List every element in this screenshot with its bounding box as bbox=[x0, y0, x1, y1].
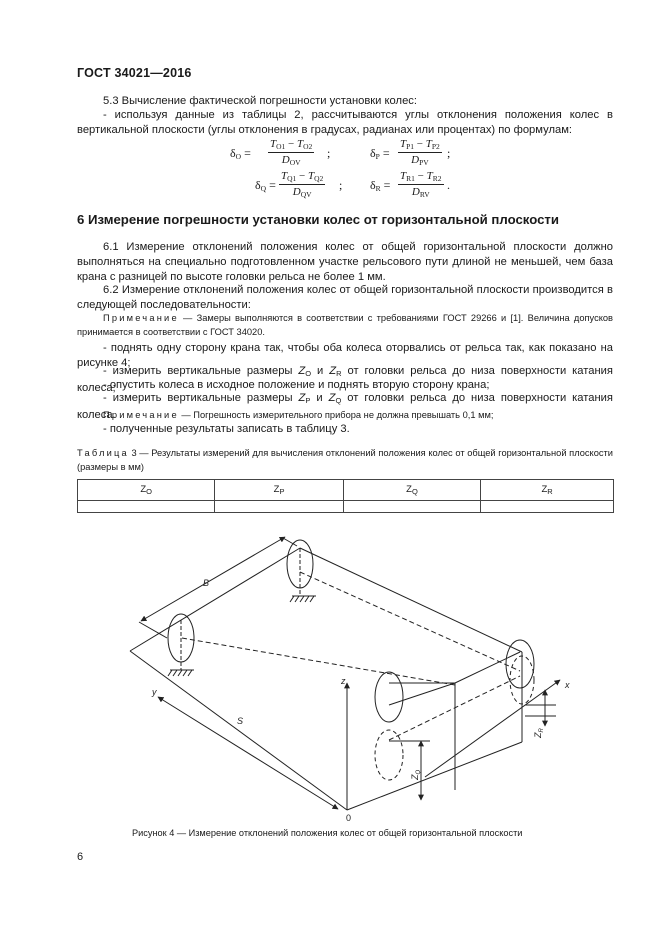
label-origin: 0 bbox=[346, 813, 352, 823]
formula-delta-p-end: ; bbox=[447, 146, 451, 160]
rear-axle-line bbox=[130, 548, 300, 651]
formula-delta-o-end: ; bbox=[327, 146, 331, 160]
section-5-3-text: - используя данные из таблицы 2, рассчитываются углы отклонения положения колес в вертикальной плоскости (углы отклонения в градусах, радианах или процентах) по формулам: bbox=[77, 109, 613, 136]
page-number: 6 bbox=[77, 851, 84, 863]
dimension-s bbox=[158, 697, 338, 809]
table-3-label: Таблица bbox=[77, 448, 129, 458]
label-y: y bbox=[152, 687, 157, 697]
label-z: z bbox=[341, 676, 346, 686]
formula-delta-p: $\delta_P$ = bbox=[370, 146, 390, 161]
formula-delta-o: $\delta_O$ = bbox=[230, 146, 251, 161]
formula-delta-p-fraction: $T_{P1} - T_{P2}$ $D_{PV}$ bbox=[400, 138, 440, 167]
label-s: S bbox=[237, 716, 244, 726]
label-zr: $Z_R$ bbox=[533, 728, 545, 738]
wheel-original-left bbox=[375, 730, 403, 780]
bullet-lower-wheels: - опустить колеса в исходное положение и поднять вторую сторону крана; bbox=[103, 379, 490, 391]
section-5-3-title: 5.3 Вычисление фактической погрешности установки колес: bbox=[103, 95, 417, 107]
formula-delta-o-fraction: $T_{O1} - T_{O2}$ $D_{OV}$ bbox=[270, 138, 313, 167]
table-header-zr: $Z_R$ bbox=[481, 480, 614, 501]
formula-delta-q-fraction: $T_{Q1} - T_{Q2}$ $D_{QV}$ bbox=[281, 170, 324, 199]
table-header-zp: $Z_P$ bbox=[215, 480, 343, 501]
paragraph-6-2: 6.2 Измерение отклонений положения колес от общей горизонтальной плоскости производится в следующей последовательности: bbox=[77, 284, 613, 311]
note-1-text: — Замеры выполняются в соответствии с требованиями ГОСТ 29266 и [1]. Величина допусков принимается в соответствии с ГОСТ 34020. bbox=[77, 313, 613, 337]
formula-delta-q-end: ; bbox=[339, 178, 343, 192]
document-header: ГОСТ 34021—2016 bbox=[77, 66, 192, 80]
label-x: x bbox=[565, 680, 570, 690]
label-b: B bbox=[203, 578, 210, 588]
formula-delta-r-end: . bbox=[447, 178, 450, 192]
front-rail-line bbox=[347, 742, 522, 810]
label-zq: $Z_Q$ bbox=[410, 769, 422, 780]
formula-delta-q: $\delta_Q$ = bbox=[255, 178, 276, 193]
bullet-measure-zo-zr: - измерить вертикальные размеры $Z_O$ и $Z_R$ от головки рельса до низа поверхности катания колеса; bbox=[77, 365, 613, 394]
formula-delta-r: $\delta_R$ = bbox=[370, 178, 391, 193]
wheel-raised-left bbox=[375, 672, 403, 722]
left-rail-line bbox=[130, 651, 347, 810]
section-6-heading: 6 Измерение погрешности установки колес от горизонтальной плоскости bbox=[77, 212, 559, 227]
upper-rail-line bbox=[300, 548, 522, 652]
table-header-zo: $Z_O$ bbox=[78, 480, 215, 501]
paragraph-6-1: 6.1 Измерение отклонений положения колес от общей горизонтальной плоскости должно выполняться на специально подготовленном участке рельсового пути длиной не меньшей, чем база крана с разницей по высоте головки рельса не более 1 мм. bbox=[77, 241, 613, 283]
table-header-zq: $Z_Q$ bbox=[343, 480, 480, 501]
bullet-measure-zp-zq: - измерить вертикальные размеры $Z_P$ и $Z_Q$ от головки рельса до низа поверхности катания колеса. bbox=[77, 392, 613, 421]
note-2-label: Примечание bbox=[103, 410, 179, 420]
dimension-b bbox=[141, 537, 285, 621]
note-2-text: — Погрешность измерительного прибора не должна превышать 0,1 мм; bbox=[178, 410, 494, 420]
note-1-label: Примечание bbox=[103, 313, 179, 323]
bullet-record-results: - полученные результаты записать в таблицу 3. bbox=[103, 423, 350, 435]
bullet-lift-side: - поднять одну сторону крана так, чтобы оба колеса оторвались от рельса так, как показано на рисунке 4; bbox=[77, 342, 613, 369]
table-3-caption-text: 3 — Результаты измерений для вычисления отклонений положения колес от общей горизонтальной плоскости (размеры в мм) bbox=[77, 448, 613, 472]
figure-4-caption: Рисунок 4 — Измерение отклонений положения колес от общей горизонтальной плоскости bbox=[132, 828, 523, 838]
formula-delta-r-fraction: $T_{R1} - T_{R2}$ $D_{RV}$ bbox=[400, 170, 442, 199]
